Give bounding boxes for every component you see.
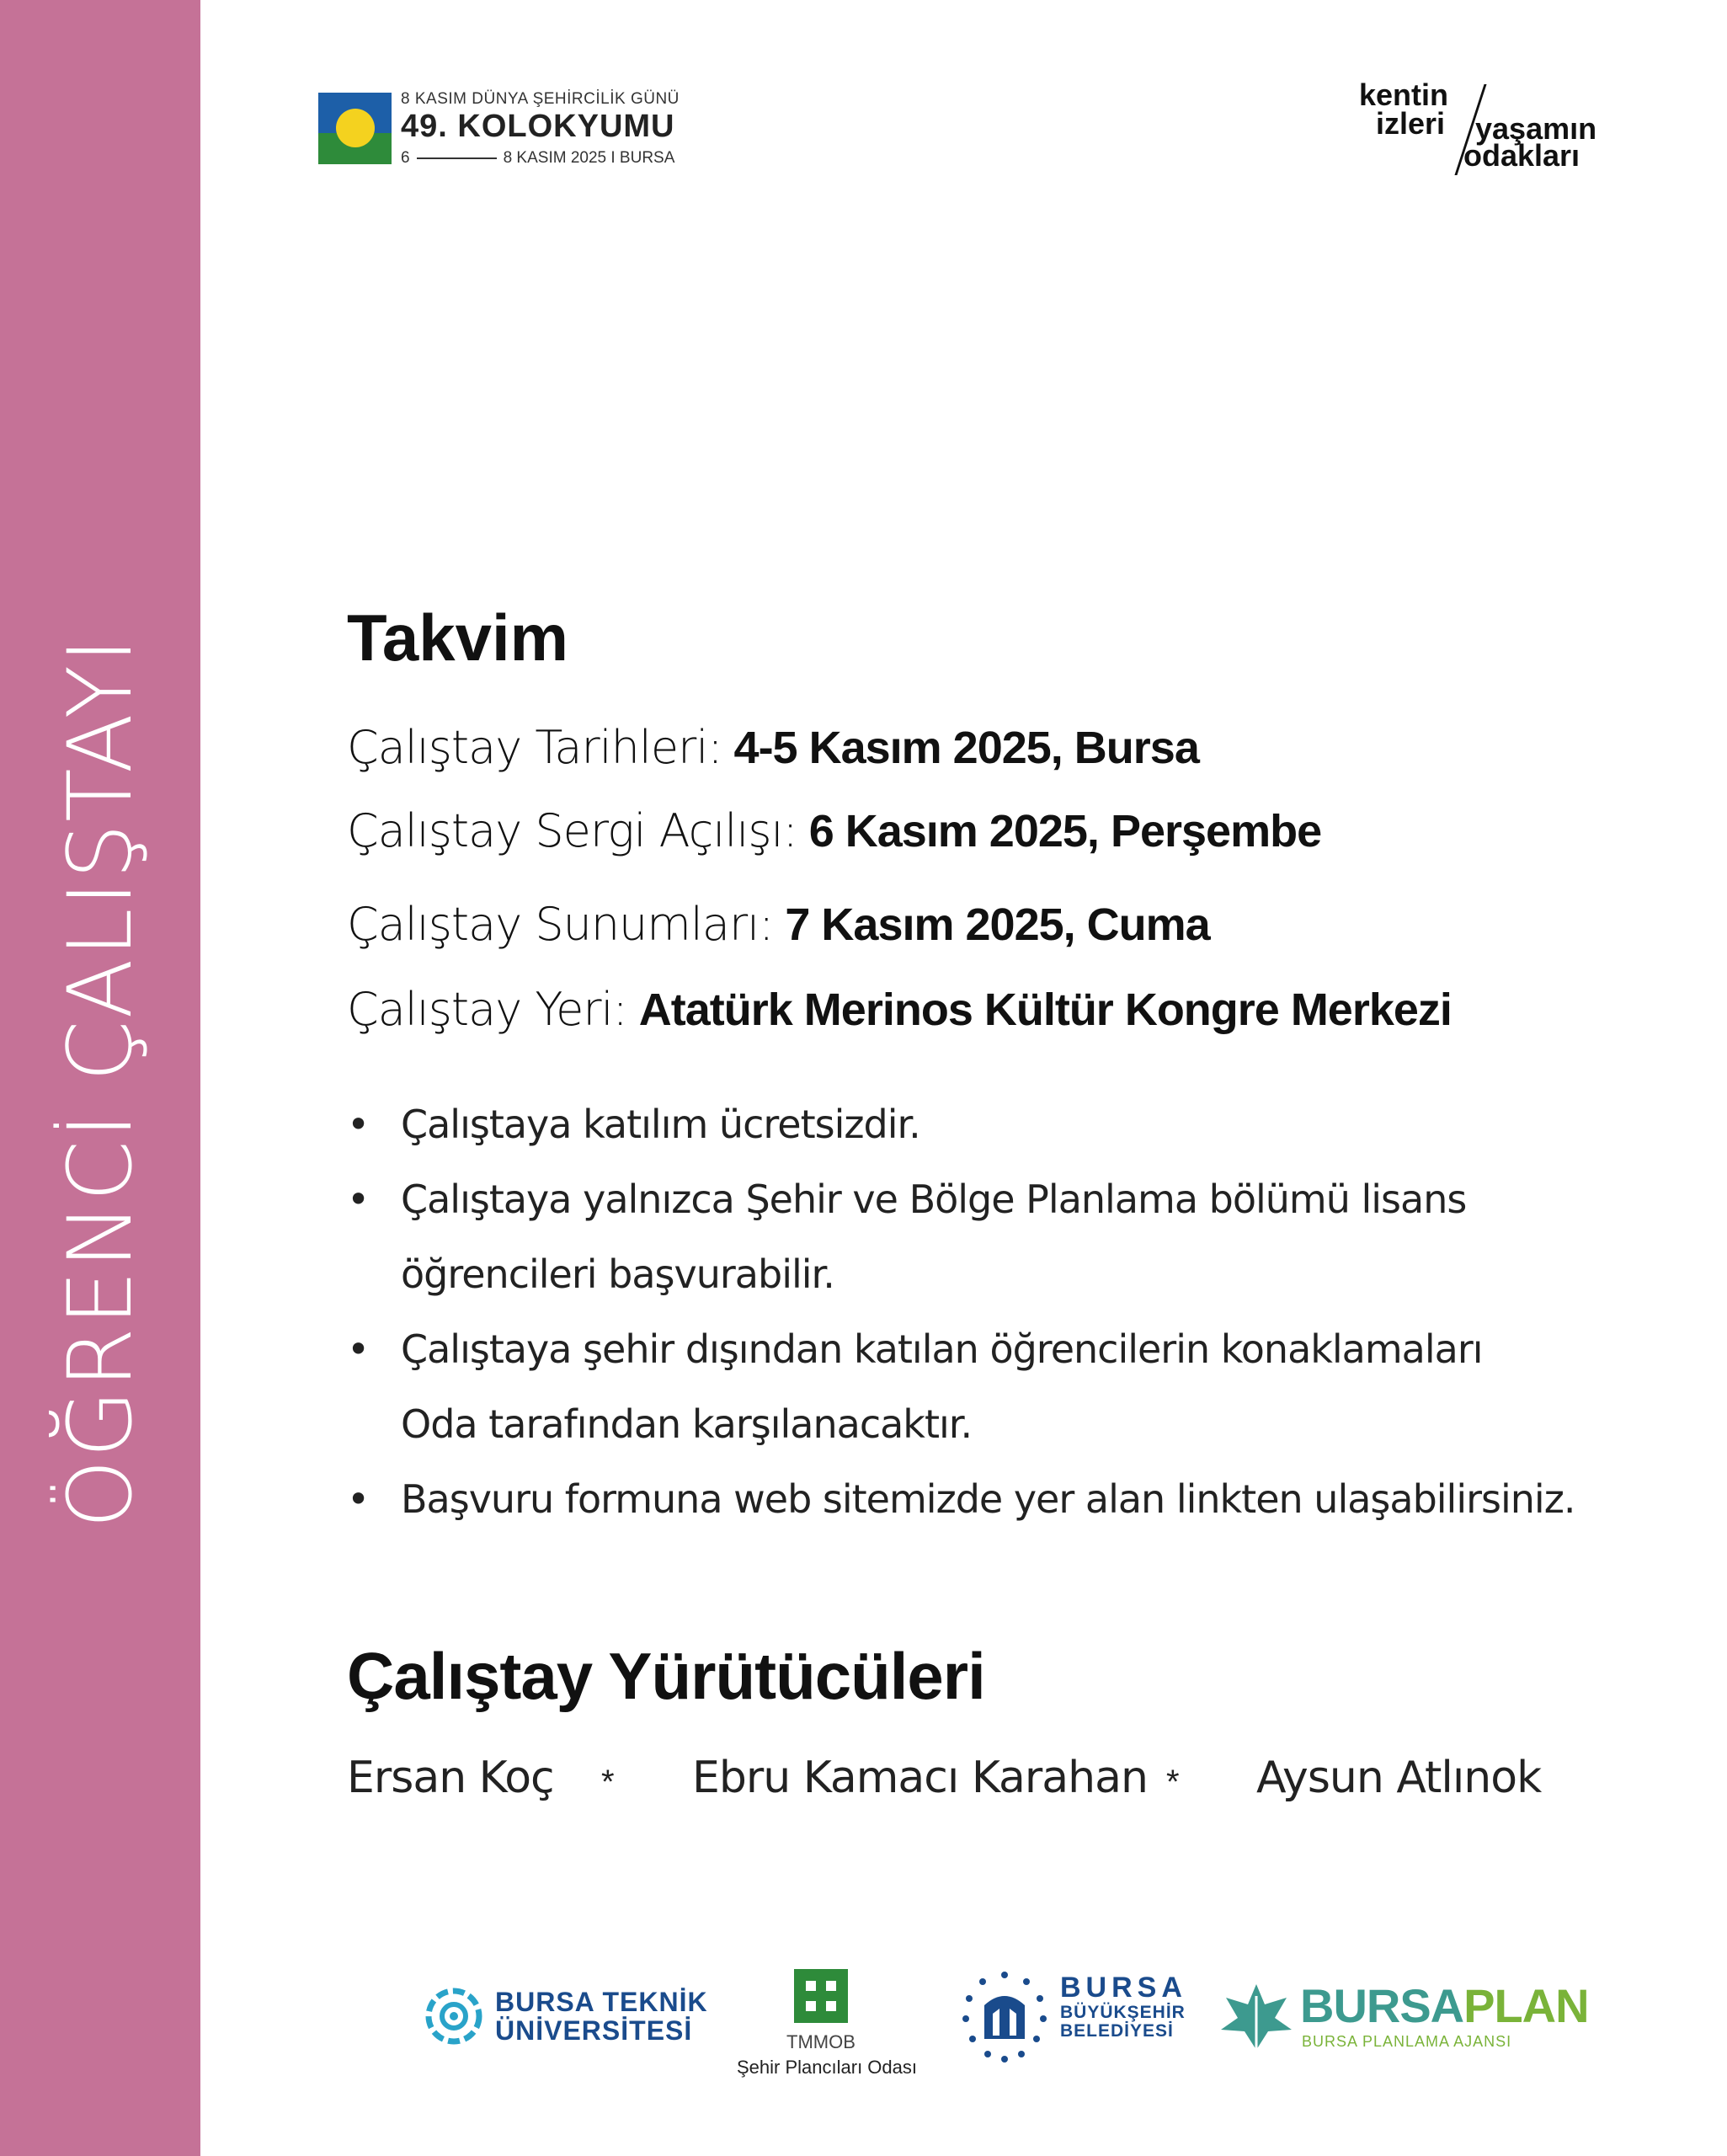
bullet-text: Çalıştaya şehir dışından katılan öğrencilerin konaklamaları (401, 1326, 1483, 1372)
logo-subtitle: 8 KASIM DÜNYA ŞEHİRCİLİK GÜNÜ (401, 90, 680, 108)
bullet-text: Çalıştaya katılım ücretsizdir. (401, 1102, 920, 1147)
bbb-line1: BURSA (1060, 1972, 1187, 2004)
logo-date-start: 6 (401, 149, 410, 167)
bursaplan-wordmark (1300, 1979, 1589, 2032)
tmmob-line2: Şehir Plancıları Odası (737, 2057, 917, 2078)
info-value: 4-5 Kasım 2025, Bursa (733, 723, 1199, 773)
name-separator: * (1166, 1764, 1180, 1801)
tmmob-logo (737, 1969, 917, 2083)
coordinators-heading: Çalıştay Yürütücüleri (347, 1639, 985, 1713)
btu-logo (421, 1983, 708, 2059)
tmmob-line1: TMMOB (786, 2031, 856, 2052)
sidebar-band (0, 0, 200, 2156)
coordinator-name: Ebru Kamacı Karahan (692, 1753, 1148, 1803)
bbb-line3: BELEDİYESİ (1060, 2020, 1174, 2041)
bbb-logo (956, 1965, 1200, 2066)
bullet-item: • Çalıştaya katılım ücretsizdir. (347, 1102, 920, 1147)
theme-logo (1356, 77, 1617, 173)
info-row-presentations (347, 898, 1210, 951)
bullet-text: Başvuru formuna web sitemizde yer alan linkten ulaşabilirsiniz. (401, 1476, 1575, 1522)
bullet-text-continued: Oda tarafından karşılanacaktır. (401, 1401, 973, 1447)
theme-word-4: odakları (1463, 138, 1580, 173)
logo-date-rest: 8 KASIM 2025 I BURSA (503, 149, 675, 167)
vertical-title: ÖĞRENCİ ÇALIŞTAYI (49, 636, 152, 1529)
bbb-emblem-icon (956, 1965, 1053, 2066)
logo-title: 49. KOLOKYUMU (401, 109, 675, 144)
tmmob-square-icon (794, 1969, 848, 2023)
leaf-icon (1219, 1979, 1293, 2053)
info-value: 7 Kasım 2025, Cuma (785, 899, 1210, 950)
btu-name (495, 1988, 708, 2045)
bullet-item: • Başvuru formuna web sitemizde yer alan linkten ulaşabilirsiniz. (347, 1476, 1575, 1522)
bullet-text: Çalıştaya yalnızca Şehir ve Bölge Planlama bölümü lisans (401, 1177, 1467, 1222)
bullet-item: • Çalıştaya şehir dışından katılan öğrencilerin konaklamaları (347, 1326, 1483, 1372)
info-label: Çalıştay Tarihleri: (347, 721, 722, 774)
info-label: Çalıştay Yeri: (347, 983, 627, 1036)
sun-landscape-icon (318, 93, 392, 164)
info-value: Atatürk Merinos Kültür Kongre Merkezi (638, 985, 1452, 1035)
theme-word-3: yaşamın (1475, 111, 1597, 146)
logo-dates (401, 149, 674, 168)
bbb-name (1060, 1973, 1187, 2041)
bursaplan-part2: PLAN (1463, 1979, 1589, 2032)
bursaplan-part1: BURSA (1300, 1979, 1464, 2032)
info-row-venue (347, 983, 1452, 1036)
bursaplan-tagline: BURSA PLANLAMA AJANSI (1302, 2033, 1512, 2050)
info-row-exhibition (347, 804, 1322, 857)
btu-line2: ÜNİVERSİTESİ (495, 2015, 693, 2046)
theme-word-2: izleri (1376, 106, 1446, 141)
bullet-text-continued: öğrencileri başvurabilir. (401, 1251, 834, 1297)
coordinator-name: Aysun Atlınok (1256, 1753, 1542, 1803)
info-label: Çalıştay Sunumları: (347, 898, 774, 951)
info-value: 6 Kasım 2025, Perşembe (808, 806, 1322, 857)
name-separator: * (601, 1764, 615, 1801)
btu-wave-icon (421, 1983, 487, 2049)
coordinator-name: Ersan Koç (347, 1753, 554, 1803)
bursaplan-logo (1219, 1979, 1589, 2059)
bbb-line2: BÜYÜKŞEHİR (1060, 2002, 1186, 2022)
btu-line1: BURSA TEKNİK (495, 1987, 708, 2017)
colloquium-logo (318, 88, 756, 168)
bullet-item: • Çalıştaya yalnızca Şehir ve Bölge Planlama bölümü lisans (347, 1177, 1467, 1222)
info-label: Çalıştay Sergi Açılışı: (347, 804, 797, 857)
info-row-dates (347, 721, 1199, 774)
takvim-heading: Takvim (347, 600, 569, 675)
theme-word-1: kentin (1359, 77, 1449, 112)
